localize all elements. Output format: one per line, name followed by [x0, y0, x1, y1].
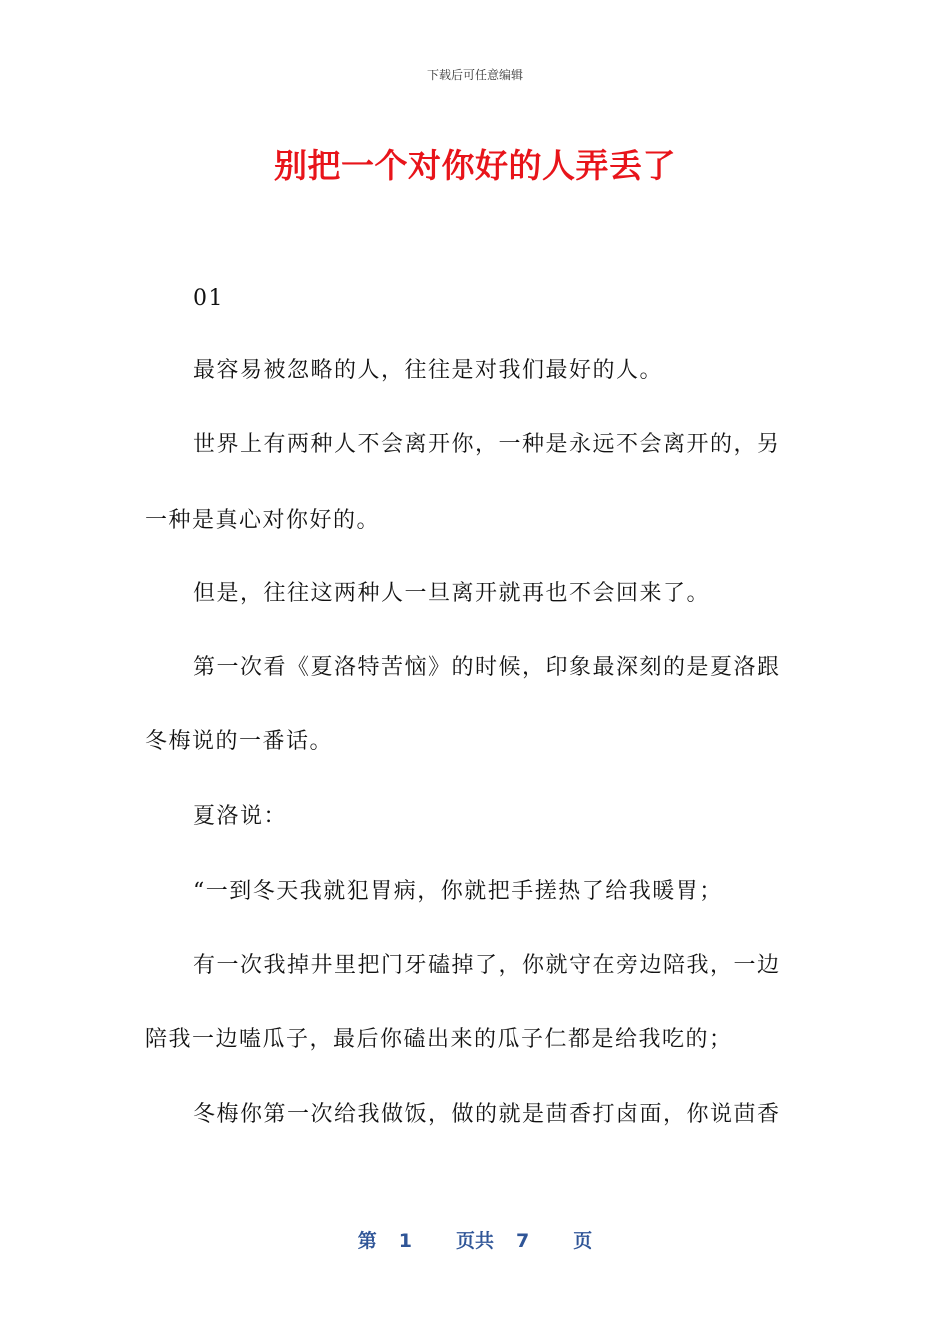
paragraph-line: 冬梅说的一番话。 — [145, 729, 334, 754]
page-footer — [0, 1226, 950, 1253]
footer-suffix: 页 — [573, 1230, 593, 1252]
paragraph-line: 夏洛说： — [193, 804, 288, 829]
footer-page-number: 1 — [398, 1230, 412, 1252]
footer-middle: 页共 — [455, 1230, 494, 1252]
page-title: 别把一个对你好的人弄丢了 — [274, 146, 676, 185]
paragraph-line: 世界上有两种人不会离开你，一种是永远不会离开的，另 — [193, 432, 781, 457]
paragraph-line: 陪我一边嗑瓜子，最后你磕出来的瓜子仁都是给我吃的； — [145, 1027, 733, 1052]
footer-prefix: 第 — [357, 1230, 377, 1252]
footer-total-pages: 7 — [516, 1230, 530, 1252]
header-note: 下载后可任意编辑 — [426, 68, 523, 82]
paragraph-line: 一种是真心对你好的。 — [145, 508, 381, 533]
paragraph-line: 第一次看《夏洛特苦恼》的时候，印象最深刻的是夏洛跟 — [193, 655, 781, 680]
paragraph-line: 有一次我掉井里把门牙磕掉了，你就守在旁边陪我，一边 — [193, 953, 781, 978]
paragraph-line: “一到冬天我就犯胃病，你就把手搓热了给我暖胃； — [193, 879, 723, 904]
paragraph-line: 但是，往往这两种人一旦离开就再也不会回来了。 — [193, 581, 711, 606]
paragraph-line: 01 — [193, 286, 224, 311]
paragraph-line: 冬梅你第一次给我做饭，做的就是茴香打卤面，你说茴香 — [193, 1102, 781, 1127]
paragraph-line: 最容易被忽略的人，往往是对我们最好的人。 — [193, 358, 664, 383]
